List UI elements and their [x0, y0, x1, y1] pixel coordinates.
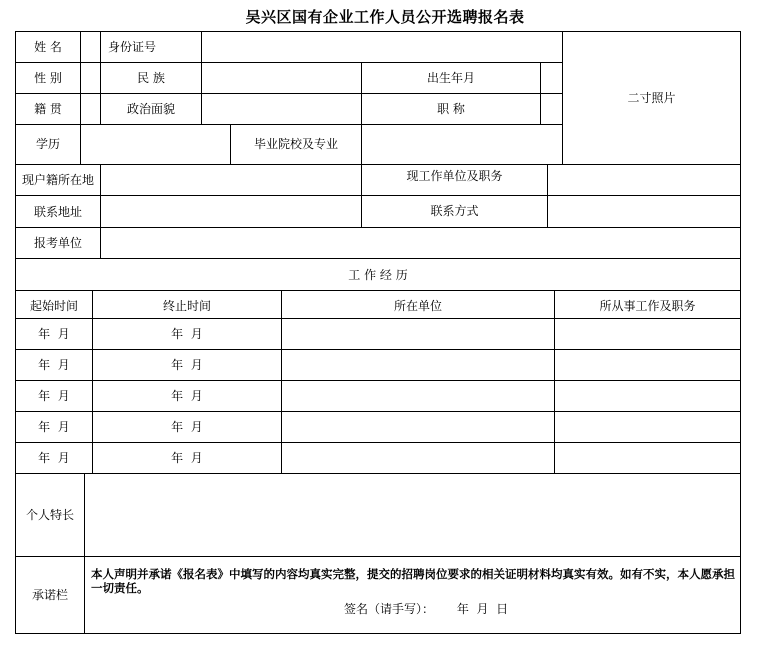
current-employer-label: 现工作单位及职务	[406, 169, 503, 183]
end-time-header: 终止时间	[162, 299, 211, 313]
school-major-label: 毕业院校及专业	[253, 137, 338, 151]
title-rank-label: 职 称	[437, 102, 465, 116]
id-number-label: 身份证号	[108, 40, 157, 54]
photo-area[interactable]	[563, 32, 740, 164]
ethnicity-label: 民 族	[137, 71, 165, 85]
end-time-cell[interactable]: 年 月	[171, 358, 203, 372]
birth-date-label: 出生年月	[426, 71, 475, 85]
gender-label: 性 别	[34, 71, 62, 85]
political-status-label: 政治面貌	[126, 102, 175, 116]
education-field[interactable]	[81, 125, 230, 164]
contact-label: 联系方式	[430, 204, 479, 218]
school-major-field[interactable]	[362, 125, 562, 164]
end-time-cell[interactable]: 年 月	[171, 451, 203, 465]
specialty-label: 个人特长	[25, 508, 74, 522]
address-field[interactable]	[101, 196, 361, 227]
address-label: 联系地址	[33, 205, 82, 219]
current-employer-field[interactable]	[548, 165, 740, 195]
start-time-cell[interactable]: 年 月	[38, 327, 70, 341]
start-time-cell[interactable]: 年 月	[38, 451, 70, 465]
gender-field[interactable]	[81, 63, 100, 93]
commitment-declaration: 本人声明并承诺《报名表》中填写的内容均真实完整，提交的招聘岗位要求的相关证明材料均真实有效。如有不实，本人愿承担一切责任。	[91, 567, 735, 595]
education-label: 学历	[35, 137, 60, 151]
end-time-cell[interactable]: 年 月	[171, 420, 203, 434]
household-location-label: 现户籍所在地	[21, 173, 94, 187]
specialty-field[interactable]	[85, 474, 740, 556]
photo-label: 二寸照片	[627, 91, 676, 105]
end-time-cell[interactable]: 年 月	[171, 327, 203, 341]
form-title: 吴兴区国有企业工作人员公开选聘报名表	[245, 8, 525, 26]
signature-line[interactable]: 签名（请手写）： 年 月 日	[344, 602, 509, 616]
title-rank-field[interactable]	[541, 94, 562, 124]
household-location-field[interactable]	[101, 165, 361, 195]
start-time-cell[interactable]: 年 月	[38, 389, 70, 403]
birth-date-field[interactable]	[541, 63, 562, 93]
start-time-cell[interactable]: 年 月	[38, 420, 70, 434]
applied-unit-label: 报考单位	[33, 236, 82, 250]
start-time-cell[interactable]: 年 月	[38, 358, 70, 372]
id-number-field[interactable]	[202, 32, 562, 62]
applied-unit-field[interactable]	[101, 228, 740, 258]
commitment-label: 承诺栏	[31, 588, 68, 602]
native-place-field[interactable]	[81, 94, 100, 124]
name-label: 姓 名	[34, 40, 62, 54]
employer-header: 所在单位	[393, 299, 442, 313]
start-time-header: 起始时间	[29, 299, 78, 313]
native-place-label: 籍 贯	[34, 102, 62, 116]
work-history-heading: 工 作 经 历	[348, 268, 408, 282]
name-field[interactable]	[81, 32, 100, 62]
political-status-field[interactable]	[202, 94, 361, 124]
contact-field[interactable]	[548, 196, 740, 227]
ethnicity-field[interactable]	[202, 63, 361, 93]
end-time-cell[interactable]: 年 月	[171, 389, 203, 403]
job-position-header: 所从事工作及职务	[599, 299, 696, 313]
